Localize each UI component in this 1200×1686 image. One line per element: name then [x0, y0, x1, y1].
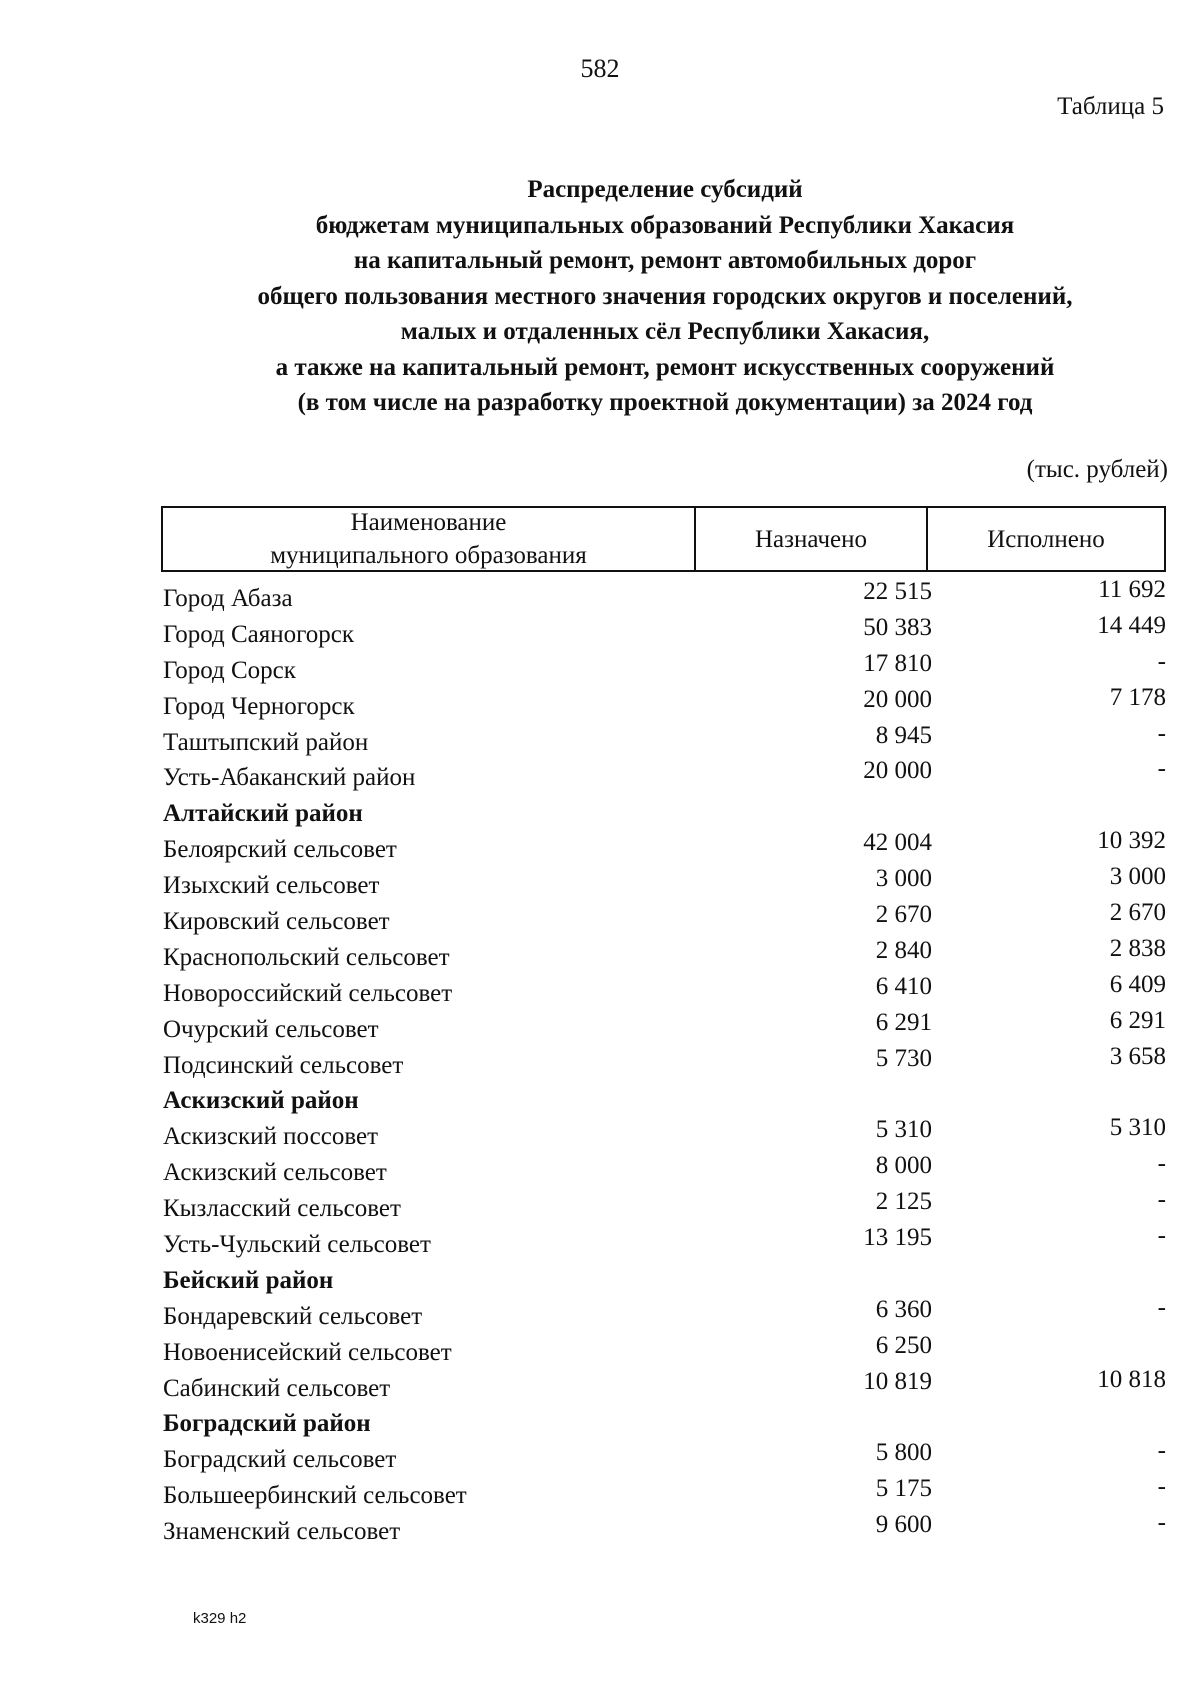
title-line: Распределение субсидий	[527, 176, 803, 203]
table-row	[161, 683, 1166, 722]
row-assigned: 5 800	[875, 1439, 932, 1467]
row-name: Очурский сельсовет	[163, 1015, 379, 1043]
table-row	[161, 1475, 1166, 1511]
table-row	[161, 611, 1166, 650]
table-row	[161, 1006, 1166, 1045]
district-heading-row	[161, 1403, 1166, 1439]
row-assigned: 17 810	[863, 649, 932, 677]
row-executed: 10 392	[1097, 827, 1166, 855]
row-executed: -	[1157, 1222, 1166, 1250]
row-assigned: 13 195	[863, 1224, 932, 1252]
table-row	[161, 1511, 1166, 1547]
row-assigned: 20 000	[863, 757, 932, 785]
row-name: Кировский сельсовет	[163, 908, 390, 936]
row-assigned: 8 945	[875, 721, 932, 749]
row-executed: -	[1157, 1293, 1166, 1321]
row-executed: 3 658	[1109, 1042, 1166, 1070]
district-heading-row	[161, 1080, 1166, 1116]
table-row	[161, 970, 1166, 1009]
table-row	[161, 1152, 1166, 1188]
table-label: Таблица 5	[1057, 93, 1164, 120]
row-name: Краснопольский сельсовет	[163, 943, 450, 971]
title-line: а также на капитальный ремонт, ремонт искусственных сооружений	[275, 353, 1055, 381]
table-row	[161, 647, 1166, 686]
row-name: Кызласский сельсовет	[163, 1195, 401, 1223]
row-executed: -	[1157, 1150, 1166, 1178]
table-row	[161, 1042, 1166, 1081]
row-executed: -	[1157, 719, 1166, 747]
table-row	[161, 1293, 1166, 1332]
row-name: Город Черногорск	[163, 692, 355, 720]
row-executed: 14 449	[1097, 611, 1166, 639]
row-assigned: 5 730	[875, 1044, 932, 1072]
table-row	[161, 1116, 1166, 1152]
title-line: общего пользования местного значения городских округов и поселений,	[257, 282, 1073, 310]
row-name: Изыхский сельсовет	[163, 872, 380, 900]
row-name: Алтайский район	[163, 800, 363, 828]
row-name: Усть-Чульский сельсовет	[163, 1231, 431, 1259]
row-name: Город Саяногорск	[163, 620, 355, 648]
row-executed: -	[1157, 1473, 1166, 1501]
row-assigned: 8 000	[875, 1152, 932, 1180]
row-assigned: 3 000	[875, 865, 932, 893]
footer-code: k329 h2	[193, 1610, 247, 1627]
row-name: Бейский район	[163, 1266, 334, 1294]
title-line: (в том числе на разработку проектной документации) за 2024 год	[297, 389, 1033, 416]
row-executed: 2 670	[1109, 899, 1166, 927]
table-row	[161, 578, 1166, 614]
row-executed: 11 692	[1098, 576, 1166, 603]
table-row	[161, 1224, 1166, 1260]
row-name: Белоярский сельсовет	[163, 836, 397, 864]
row-name: Боградский сельсовет	[163, 1446, 397, 1474]
header-executed: Исполнено	[987, 525, 1105, 553]
row-name: Аскизский поссовет	[163, 1123, 379, 1151]
row-assigned: 50 383	[863, 613, 932, 641]
title-line: на капитальный ремонт, ремонт автомобильных дорог	[353, 247, 977, 274]
table-body	[161, 578, 1166, 1547]
row-executed: -	[1157, 1437, 1166, 1465]
row-assigned: 6 360	[875, 1295, 932, 1323]
row-executed: 7 178	[1109, 683, 1166, 711]
table-row	[161, 757, 1166, 793]
row-assigned: 2 125	[875, 1188, 932, 1216]
table-row	[161, 829, 1166, 865]
row-name: Большеербинский сельсовет	[163, 1482, 467, 1510]
district-heading-row	[161, 793, 1166, 829]
row-name: Таштыпский район	[163, 728, 369, 756]
row-assigned: 9 600	[875, 1511, 932, 1539]
table-row	[161, 1439, 1166, 1475]
row-assigned: 2 840	[875, 936, 932, 964]
table-row	[161, 1332, 1166, 1368]
row-assigned: 5 175	[875, 1475, 932, 1503]
document-title	[120, 172, 1200, 421]
table-header	[161, 506, 1166, 572]
row-executed: 6 409	[1109, 970, 1166, 998]
header-name-line2: муниципального образования	[270, 542, 587, 569]
row-executed: -	[1157, 755, 1166, 783]
row-executed: -	[1157, 1509, 1166, 1537]
row-name: Усть-Абаканский район	[163, 764, 416, 792]
row-assigned: 6 291	[875, 1008, 932, 1036]
table-row	[161, 1188, 1166, 1224]
row-executed: 2 838	[1109, 934, 1166, 962]
page-number: 582	[580, 54, 620, 83]
row-name: Новороссийский сельсовет	[163, 979, 453, 1007]
row-assigned: 22 515	[863, 578, 932, 605]
table-row	[161, 865, 1166, 901]
district-heading-row	[161, 1260, 1166, 1296]
row-name: Боградский район	[163, 1410, 371, 1438]
row-name: Город Абаза	[163, 585, 293, 612]
row-assigned: 6 410	[875, 972, 932, 1000]
header-name	[163, 508, 696, 570]
row-executed: -	[1157, 647, 1166, 675]
row-name: Бондаревский сельсовет	[163, 1302, 423, 1330]
row-assigned: 10 819	[863, 1367, 932, 1395]
row-assigned: 20 000	[863, 685, 932, 713]
title-line: бюджетам муниципальных образований Республики Хакасия	[315, 211, 1015, 239]
row-executed: 3 000	[1109, 863, 1166, 891]
row-name: Подсинский сельсовет	[163, 1051, 404, 1079]
header-name-line1: Наименование	[350, 509, 507, 536]
row-name: Знаменский сельсовет	[163, 1518, 401, 1546]
table-row	[161, 719, 1166, 758]
row-executed: -	[1157, 1186, 1166, 1214]
row-executed: 10 818	[1097, 1365, 1166, 1393]
table-row	[161, 901, 1166, 937]
table-row	[161, 934, 1166, 973]
title-line: малых и отдаленных сёл Республики Хакасия,	[400, 318, 930, 345]
row-name: Аскизский район	[163, 1087, 359, 1115]
row-executed: 5 310	[1109, 1114, 1166, 1142]
row-executed: 6 291	[1109, 1006, 1166, 1034]
header-assigned: Назначено	[696, 508, 928, 570]
row-assigned: 6 250	[875, 1331, 932, 1359]
row-assigned: 5 310	[875, 1116, 932, 1144]
row-name: Город Сорск	[163, 656, 296, 684]
table-row	[161, 1365, 1166, 1404]
row-assigned: 2 670	[875, 901, 932, 929]
units-label: (тыс. рублей)	[1026, 456, 1168, 483]
row-name: Аскизский сельсовет	[163, 1159, 387, 1187]
row-name: Сабинский сельсовет	[163, 1374, 391, 1402]
row-assigned: 42 004	[863, 829, 932, 857]
row-name: Новоенисейский сельсовет	[163, 1338, 452, 1366]
